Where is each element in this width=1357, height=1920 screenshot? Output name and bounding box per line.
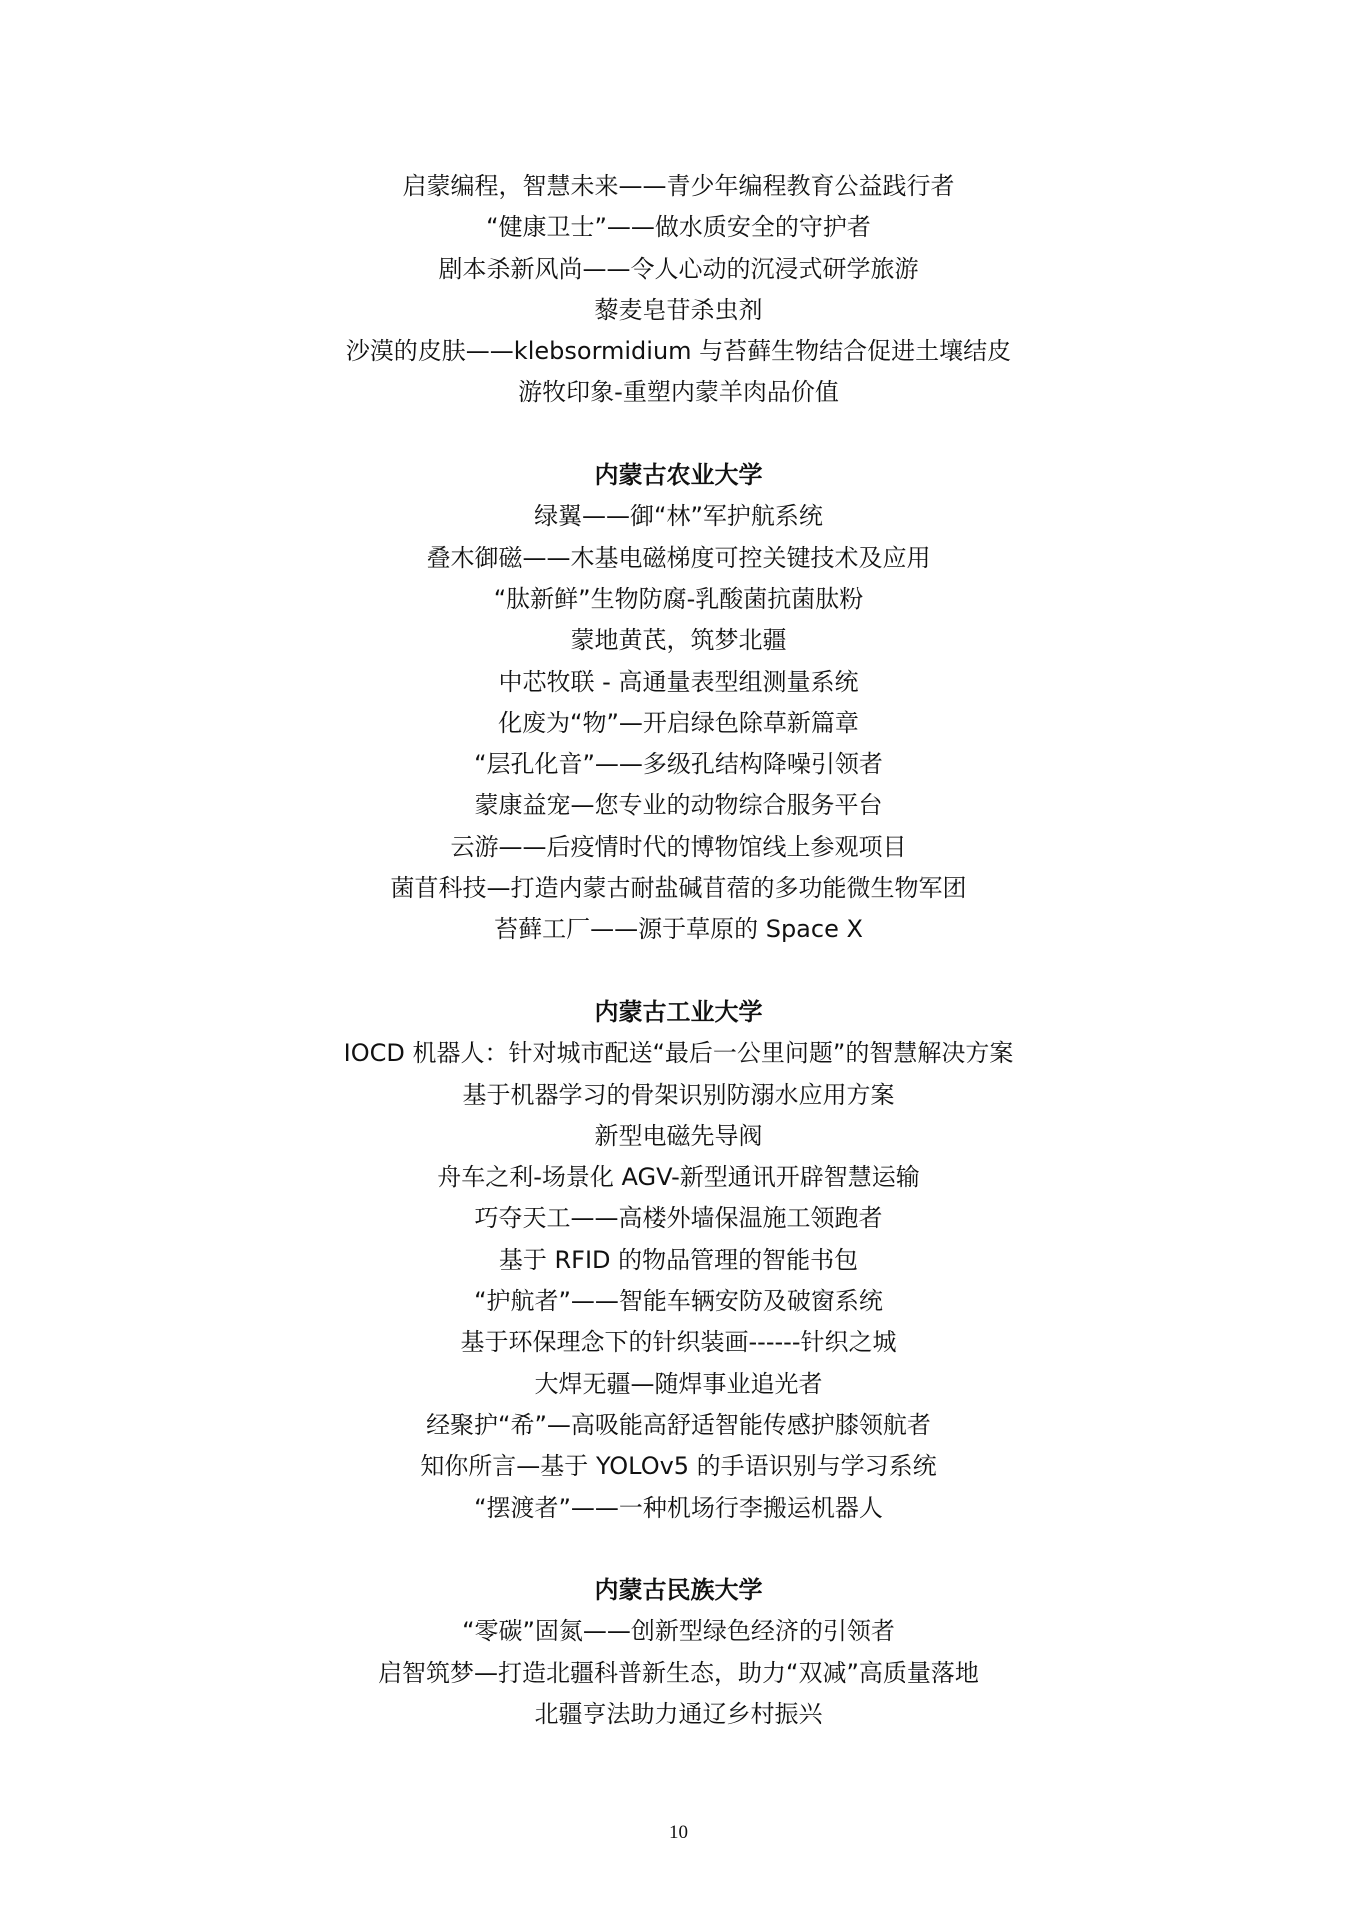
project-title: “护航者”——智能车辆安防及破窗系统 bbox=[474, 1287, 883, 1316]
project-title: 沙漠的皮肤——klebsormidium 与苔藓生物结合促进土壤结皮 bbox=[345, 337, 1012, 366]
project-title: 藜麦皂苷杀虫剂 bbox=[594, 295, 763, 324]
project-title: 北疆亨法助力通辽乡村振兴 bbox=[534, 1699, 823, 1728]
section-gap bbox=[0, 1529, 1357, 1570]
project-title: 化废为“物”—开启绿色除草新篇章 bbox=[498, 708, 859, 737]
page-number: 10 bbox=[669, 1822, 688, 1843]
project-title: 基于机器学习的骨架识别防溺水应用方案 bbox=[462, 1080, 895, 1109]
project-title: 启蒙编程，智慧未来——青少年编程教育公益践行者 bbox=[402, 172, 955, 200]
section-0 bbox=[0, 166, 1357, 414]
project-title: “零碳”固氮——创新型绿色经济的引领者 bbox=[462, 1617, 895, 1646]
section-heading: 内蒙古工业大学 bbox=[594, 997, 763, 1026]
project-title: 剧本杀新风尚——令人心动的沉浸式研学旅游 bbox=[438, 254, 919, 283]
project-title: 基于 RFID 的物品管理的智能书包 bbox=[498, 1245, 859, 1274]
project-title: IOCD 机器人：针对城市配送“最后一公里问题”的智慧解决方案 bbox=[343, 1039, 1014, 1068]
section-gap bbox=[0, 951, 1357, 992]
project-title: 巧夺天工——高楼外墙保温施工领跑者 bbox=[474, 1204, 883, 1233]
project-title: 云游——后疫情时代的博物馆线上参观项目 bbox=[450, 832, 907, 861]
project-title: “层孔化音”——多级孔结构降噪引领者 bbox=[474, 750, 883, 779]
project-title: 基于环保理念下的针织装画------针织之城 bbox=[460, 1328, 897, 1357]
project-title: 苔藓工厂——源于草原的 Space X bbox=[494, 915, 863, 944]
section-1 bbox=[0, 414, 1357, 951]
section-3 bbox=[0, 1529, 1357, 1735]
project-title: 蒙地黄芪，筑梦北疆 bbox=[570, 626, 787, 655]
section-gap bbox=[0, 414, 1357, 455]
section-2 bbox=[0, 951, 1357, 1529]
project-title: 蒙康益宠—您专业的动物综合服务平台 bbox=[474, 791, 883, 820]
project-title: 大焊无疆—随焊事业追光者 bbox=[534, 1369, 823, 1398]
section-heading: 内蒙古民族大学 bbox=[594, 1576, 763, 1605]
project-title: 知你所言—基于 YOLOv5 的手语识别与学习系统 bbox=[420, 1452, 937, 1481]
project-title: 经聚护“希”—高吸能高舒适智能传感护膝领航者 bbox=[426, 1410, 931, 1439]
project-title: 中芯牧联 - 高通量表型组测量系统 bbox=[498, 667, 859, 696]
project-list bbox=[0, 166, 1357, 1735]
project-title: 绿翼——御“林”军护航系统 bbox=[534, 502, 823, 531]
project-title: “肽新鲜”生物防腐-乳酸菌抗菌肽粉 bbox=[493, 584, 864, 613]
project-title: 新型电磁先导阀 bbox=[594, 1121, 763, 1150]
project-title: “健康卫士”——做水质安全的守护者 bbox=[486, 213, 871, 242]
project-title: “摆渡者”——一种机场行李搬运机器人 bbox=[474, 1493, 883, 1522]
section-heading: 内蒙古农业大学 bbox=[594, 461, 763, 490]
project-title: 菌苜科技—打造内蒙古耐盐碱苜蓿的多功能微生物军团 bbox=[390, 874, 967, 903]
project-title: 舟车之利-场景化 AGV-新型通讯开辟智慧运输 bbox=[437, 1163, 920, 1192]
project-title: 启智筑梦—打造北疆科普新生态，助力“双减”高质量落地 bbox=[378, 1658, 979, 1687]
project-title: 游牧印象-重塑内蒙羊肉品价值 bbox=[518, 378, 839, 407]
project-title: 叠木御磁——木基电磁梯度可控关键技术及应用 bbox=[426, 543, 931, 572]
